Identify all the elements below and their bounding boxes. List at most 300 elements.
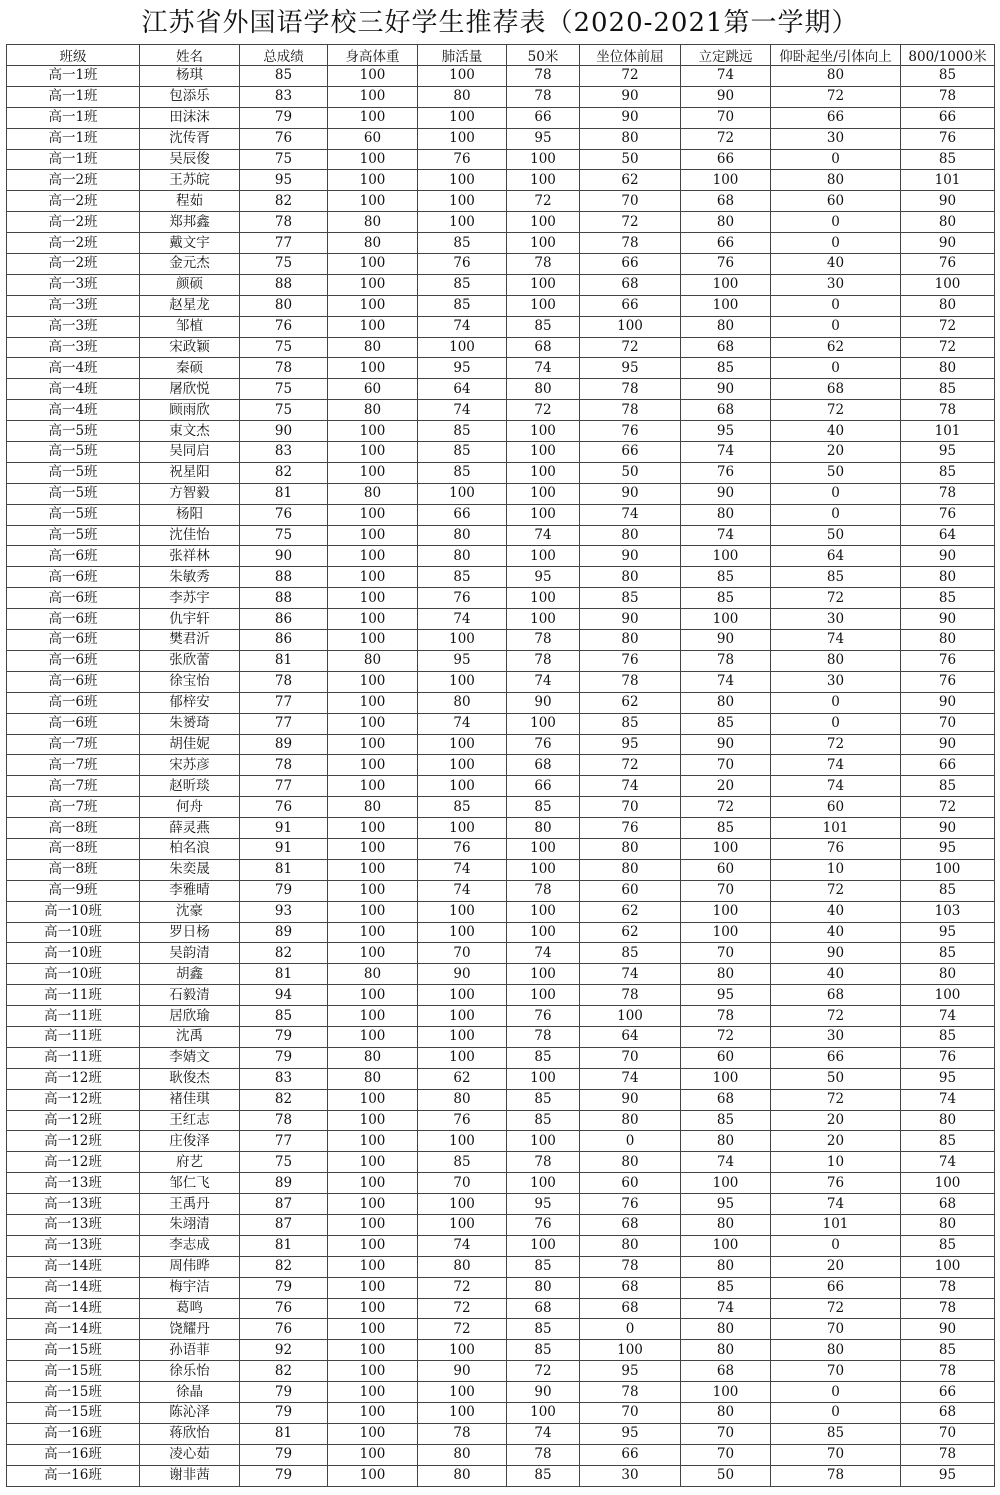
run-800-1000m-cell: 70: [901, 1423, 995, 1444]
header-name: 姓名: [140, 45, 240, 66]
total-score-cell: 79: [240, 880, 328, 901]
name-cell: 薛灵燕: [140, 818, 240, 839]
long-jump-cell: 85: [681, 358, 771, 379]
table-row: [7, 1319, 995, 1340]
long-jump-cell: 100: [681, 922, 771, 943]
sit-and-reach-cell: 78: [580, 233, 681, 254]
long-jump-cell: 100: [681, 170, 771, 191]
class-cell: 高一12班: [7, 1110, 140, 1131]
total-score-cell: 75: [240, 379, 328, 400]
long-jump-cell: 100: [681, 901, 771, 922]
class-cell: 高一3班: [7, 337, 140, 358]
total-score-cell: 82: [240, 462, 328, 483]
run-50m-cell: 85: [507, 1256, 580, 1277]
situps-pullups-cell: 72: [771, 734, 901, 755]
sit-and-reach-cell: 80: [580, 859, 681, 880]
run-800-1000m-cell: 80: [901, 295, 995, 316]
height-weight-cell: 100: [328, 567, 418, 588]
class-cell: 高一13班: [7, 1194, 140, 1215]
lung-capacity-cell: 100: [418, 755, 507, 776]
situps-pullups-cell: 90: [771, 943, 901, 964]
run-800-1000m-cell: 100: [901, 859, 995, 880]
name-cell: 李雅晴: [140, 880, 240, 901]
situps-pullups-cell: 40: [771, 421, 901, 442]
long-jump-cell: 95: [681, 1194, 771, 1215]
name-cell: 罗日杨: [140, 922, 240, 943]
situps-pullups-cell: 40: [771, 901, 901, 922]
long-jump-cell: 100: [681, 609, 771, 630]
height-weight-cell: 100: [328, 1423, 418, 1444]
run-50m-cell: 100: [507, 901, 580, 922]
run-50m-cell: 100: [507, 985, 580, 1006]
situps-pullups-cell: 10: [771, 859, 901, 880]
height-weight-cell: 100: [328, 713, 418, 734]
situps-pullups-cell: 66: [771, 1047, 901, 1068]
run-50m-cell: 80: [507, 1277, 580, 1298]
table-row: [7, 191, 995, 212]
situps-pullups-cell: 72: [771, 86, 901, 107]
class-cell: 高一9班: [7, 880, 140, 901]
situps-pullups-cell: 30: [771, 274, 901, 295]
run-50m-cell: 85: [507, 797, 580, 818]
total-score-cell: 78: [240, 755, 328, 776]
long-jump-cell: 80: [681, 504, 771, 525]
sit-and-reach-cell: 72: [580, 755, 681, 776]
class-cell: 高一13班: [7, 1235, 140, 1256]
run-50m-cell: 72: [507, 1361, 580, 1382]
height-weight-cell: 80: [328, 483, 418, 504]
situps-pullups-cell: 66: [771, 1277, 901, 1298]
table-row: [7, 128, 995, 149]
situps-pullups-cell: 68: [771, 379, 901, 400]
run-800-1000m-cell: 66: [901, 1382, 995, 1403]
long-jump-cell: 70: [681, 107, 771, 128]
lung-capacity-cell: 85: [418, 462, 507, 483]
height-weight-cell: 100: [328, 1444, 418, 1465]
lung-capacity-cell: 100: [418, 128, 507, 149]
run-50m-cell: 100: [507, 922, 580, 943]
height-weight-cell: 100: [328, 859, 418, 880]
sit-and-reach-cell: 60: [580, 880, 681, 901]
situps-pullups-cell: 101: [771, 1214, 901, 1235]
long-jump-cell: 72: [681, 128, 771, 149]
situps-pullups-cell: 0: [771, 149, 901, 170]
long-jump-cell: 100: [681, 838, 771, 859]
long-jump-cell: 95: [681, 985, 771, 1006]
height-weight-cell: 80: [328, 650, 418, 671]
total-score-cell: 89: [240, 922, 328, 943]
header-situps-pullups: 仰卧起坐/引体向上: [771, 45, 901, 66]
run-800-1000m-cell: 95: [901, 838, 995, 859]
run-50m-cell: 100: [507, 1173, 580, 1194]
long-jump-cell: 90: [681, 379, 771, 400]
name-cell: 朱敏秀: [140, 567, 240, 588]
run-50m-cell: 100: [507, 462, 580, 483]
sit-and-reach-cell: 70: [580, 797, 681, 818]
total-score-cell: 86: [240, 609, 328, 630]
sit-and-reach-cell: 80: [580, 838, 681, 859]
class-cell: 高一2班: [7, 170, 140, 191]
run-800-1000m-cell: 85: [901, 1131, 995, 1152]
run-800-1000m-cell: 78: [901, 1298, 995, 1319]
total-score-cell: 77: [240, 1131, 328, 1152]
height-weight-cell: 80: [328, 233, 418, 254]
long-jump-cell: 74: [681, 442, 771, 463]
class-cell: 高一6班: [7, 713, 140, 734]
height-weight-cell: 100: [328, 1214, 418, 1235]
total-score-cell: 80: [240, 295, 328, 316]
long-jump-cell: 80: [681, 1403, 771, 1424]
run-50m-cell: 100: [507, 421, 580, 442]
long-jump-cell: 68: [681, 1361, 771, 1382]
table-row: [7, 692, 995, 713]
long-jump-cell: 50: [681, 1465, 771, 1486]
name-cell: 戴文宇: [140, 233, 240, 254]
name-cell: 杨阳: [140, 504, 240, 525]
class-cell: 高一10班: [7, 943, 140, 964]
total-score-cell: 76: [240, 1298, 328, 1319]
sit-and-reach-cell: 78: [580, 1256, 681, 1277]
table-row: [7, 1194, 995, 1215]
long-jump-cell: 70: [681, 1423, 771, 1444]
name-cell: 陈沁泽: [140, 1403, 240, 1424]
name-cell: 居欣瑜: [140, 1006, 240, 1027]
name-cell: 胡鑫: [140, 964, 240, 985]
run-50m-cell: 74: [507, 671, 580, 692]
lung-capacity-cell: 100: [418, 107, 507, 128]
total-score-cell: 82: [240, 1256, 328, 1277]
class-cell: 高一6班: [7, 588, 140, 609]
total-score-cell: 85: [240, 66, 328, 87]
height-weight-cell: 100: [328, 588, 418, 609]
run-800-1000m-cell: 80: [901, 358, 995, 379]
sit-and-reach-cell: 76: [580, 421, 681, 442]
long-jump-cell: 80: [681, 692, 771, 713]
run-800-1000m-cell: 95: [901, 922, 995, 943]
lung-capacity-cell: 80: [418, 546, 507, 567]
situps-pullups-cell: 60: [771, 797, 901, 818]
name-cell: 徐宝怡: [140, 671, 240, 692]
height-weight-cell: 100: [328, 943, 418, 964]
height-weight-cell: 100: [328, 546, 418, 567]
table-row: [7, 1465, 995, 1486]
total-score-cell: 77: [240, 692, 328, 713]
total-score-cell: 79: [240, 1444, 328, 1465]
class-cell: 高一14班: [7, 1277, 140, 1298]
run-800-1000m-cell: 95: [901, 442, 995, 463]
header-50m: 50米: [507, 45, 580, 66]
total-score-cell: 76: [240, 128, 328, 149]
situps-pullups-cell: 68: [771, 985, 901, 1006]
table-title: 江苏省外国语学校三好学生推荐表（2020-2021第一学期）: [141, 8, 859, 38]
sit-and-reach-cell: 80: [580, 128, 681, 149]
height-weight-cell: 100: [328, 630, 418, 651]
header-class: 班级: [7, 45, 140, 66]
long-jump-cell: 72: [681, 1026, 771, 1047]
run-800-1000m-cell: 85: [901, 1340, 995, 1361]
name-cell: 金元杰: [140, 254, 240, 275]
name-cell: 祝星阳: [140, 462, 240, 483]
table-row: [7, 734, 995, 755]
situps-pullups-cell: 0: [771, 1382, 901, 1403]
total-score-cell: 87: [240, 1194, 328, 1215]
run-50m-cell: 85: [507, 1047, 580, 1068]
name-cell: 朱赟琦: [140, 713, 240, 734]
table-row: [7, 1131, 995, 1152]
sit-and-reach-cell: 95: [580, 1361, 681, 1382]
class-cell: 高一10班: [7, 922, 140, 943]
lung-capacity-cell: 74: [418, 713, 507, 734]
lung-capacity-cell: 74: [418, 316, 507, 337]
lung-capacity-cell: 100: [418, 483, 507, 504]
class-cell: 高一3班: [7, 274, 140, 295]
run-50m-cell: 78: [507, 1444, 580, 1465]
situps-pullups-cell: 72: [771, 1089, 901, 1110]
run-800-1000m-cell: 90: [901, 233, 995, 254]
run-50m-cell: 78: [507, 66, 580, 87]
name-cell: 邹植: [140, 316, 240, 337]
situps-pullups-cell: 72: [771, 400, 901, 421]
situps-pullups-cell: 20: [771, 1256, 901, 1277]
sit-and-reach-cell: 80: [580, 1110, 681, 1131]
table-row: [7, 838, 995, 859]
run-800-1000m-cell: 85: [901, 1235, 995, 1256]
long-jump-cell: 90: [681, 630, 771, 651]
table-row: [7, 609, 995, 630]
lung-capacity-cell: 80: [418, 1444, 507, 1465]
run-800-1000m-cell: 103: [901, 901, 995, 922]
lung-capacity-cell: 100: [418, 818, 507, 839]
total-score-cell: 88: [240, 567, 328, 588]
height-weight-cell: 100: [328, 838, 418, 859]
table-row: [7, 922, 995, 943]
run-800-1000m-cell: 76: [901, 1047, 995, 1068]
class-cell: 高一1班: [7, 107, 140, 128]
name-cell: 沈禹: [140, 1026, 240, 1047]
name-cell: 朱奕晟: [140, 859, 240, 880]
situps-pullups-cell: 0: [771, 233, 901, 254]
class-cell: 高一2班: [7, 254, 140, 275]
lung-capacity-cell: 100: [418, 170, 507, 191]
class-cell: 高一15班: [7, 1361, 140, 1382]
table-row: [7, 295, 995, 316]
situps-pullups-cell: 74: [771, 630, 901, 651]
height-weight-cell: 100: [328, 1256, 418, 1277]
height-weight-cell: 60: [328, 128, 418, 149]
total-score-cell: 76: [240, 504, 328, 525]
run-800-1000m-cell: 78: [901, 400, 995, 421]
total-score-cell: 78: [240, 1110, 328, 1131]
table-row: [7, 170, 995, 191]
height-weight-cell: 100: [328, 462, 418, 483]
lung-capacity-cell: 100: [418, 985, 507, 1006]
run-50m-cell: 100: [507, 1131, 580, 1152]
sit-and-reach-cell: 95: [580, 734, 681, 755]
table-row: [7, 1444, 995, 1465]
class-cell: 高一7班: [7, 734, 140, 755]
lung-capacity-cell: 100: [418, 1047, 507, 1068]
table-row: [7, 755, 995, 776]
table-row: [7, 943, 995, 964]
name-cell: 包添乐: [140, 86, 240, 107]
height-weight-cell: 80: [328, 337, 418, 358]
run-800-1000m-cell: 90: [901, 692, 995, 713]
run-800-1000m-cell: 95: [901, 1068, 995, 1089]
run-50m-cell: 100: [507, 546, 580, 567]
height-weight-cell: 100: [328, 191, 418, 212]
run-50m-cell: 100: [507, 212, 580, 233]
run-800-1000m-cell: 85: [901, 462, 995, 483]
name-cell: 柏名浪: [140, 838, 240, 859]
long-jump-cell: 90: [681, 483, 771, 504]
total-score-cell: 79: [240, 107, 328, 128]
run-800-1000m-cell: 76: [901, 650, 995, 671]
height-weight-cell: 100: [328, 421, 418, 442]
run-50m-cell: 80: [507, 379, 580, 400]
sit-and-reach-cell: 62: [580, 692, 681, 713]
run-50m-cell: 100: [507, 295, 580, 316]
run-800-1000m-cell: 78: [901, 86, 995, 107]
total-score-cell: 79: [240, 1026, 328, 1047]
sit-and-reach-cell: 78: [580, 1382, 681, 1403]
long-jump-cell: 80: [681, 1131, 771, 1152]
table-row: [7, 1423, 995, 1444]
lung-capacity-cell: 74: [418, 1235, 507, 1256]
total-score-cell: 82: [240, 943, 328, 964]
situps-pullups-cell: 76: [771, 1173, 901, 1194]
total-score-cell: 75: [240, 149, 328, 170]
long-jump-cell: 85: [681, 1277, 771, 1298]
run-800-1000m-cell: 85: [901, 588, 995, 609]
run-50m-cell: 74: [507, 525, 580, 546]
situps-pullups-cell: 40: [771, 922, 901, 943]
table-row: [7, 525, 995, 546]
total-score-cell: 88: [240, 274, 328, 295]
table-row: [7, 1026, 995, 1047]
long-jump-cell: 20: [681, 776, 771, 797]
sit-and-reach-cell: 62: [580, 901, 681, 922]
run-50m-cell: 66: [507, 776, 580, 797]
run-50m-cell: 76: [507, 1214, 580, 1235]
long-jump-cell: 74: [681, 1152, 771, 1173]
class-cell: 高一3班: [7, 295, 140, 316]
name-cell: 葛鸣: [140, 1298, 240, 1319]
name-cell: 沈传胥: [140, 128, 240, 149]
lung-capacity-cell: 72: [418, 1277, 507, 1298]
class-cell: 高一15班: [7, 1340, 140, 1361]
class-cell: 高一15班: [7, 1403, 140, 1424]
table-row: [7, 149, 995, 170]
table-row: [7, 630, 995, 651]
sit-and-reach-cell: 68: [580, 1277, 681, 1298]
table-row: [7, 985, 995, 1006]
class-cell: 高一10班: [7, 901, 140, 922]
total-score-cell: 82: [240, 1089, 328, 1110]
sit-and-reach-cell: 62: [580, 922, 681, 943]
height-weight-cell: 100: [328, 985, 418, 1006]
sit-and-reach-cell: 90: [580, 483, 681, 504]
class-cell: 高一12班: [7, 1089, 140, 1110]
run-800-1000m-cell: 66: [901, 107, 995, 128]
lung-capacity-cell: 76: [418, 1110, 507, 1131]
long-jump-cell: 80: [681, 964, 771, 985]
table-row: [7, 1403, 995, 1424]
situps-pullups-cell: 80: [771, 170, 901, 191]
sit-and-reach-cell: 90: [580, 609, 681, 630]
height-weight-cell: 100: [328, 1277, 418, 1298]
run-800-1000m-cell: 101: [901, 170, 995, 191]
lung-capacity-cell: 100: [418, 734, 507, 755]
name-cell: 王苏皖: [140, 170, 240, 191]
height-weight-cell: 100: [328, 1319, 418, 1340]
sit-and-reach-cell: 74: [580, 504, 681, 525]
class-cell: 高一11班: [7, 1047, 140, 1068]
height-weight-cell: 100: [328, 1235, 418, 1256]
table-row: [7, 358, 995, 379]
height-weight-cell: 100: [328, 1194, 418, 1215]
long-jump-cell: 90: [681, 86, 771, 107]
run-50m-cell: 100: [507, 233, 580, 254]
table-row: [7, 421, 995, 442]
lung-capacity-cell: 78: [418, 1423, 507, 1444]
sit-and-reach-cell: 80: [580, 525, 681, 546]
total-score-cell: 94: [240, 985, 328, 1006]
lung-capacity-cell: 74: [418, 400, 507, 421]
class-cell: 高一14班: [7, 1256, 140, 1277]
lung-capacity-cell: 100: [418, 1194, 507, 1215]
sit-and-reach-cell: 50: [580, 149, 681, 170]
height-weight-cell: 80: [328, 400, 418, 421]
run-800-1000m-cell: 100: [901, 1173, 995, 1194]
name-cell: 吴同启: [140, 442, 240, 463]
sit-and-reach-cell: 30: [580, 1465, 681, 1486]
sit-and-reach-cell: 95: [580, 358, 681, 379]
total-score-cell: 81: [240, 964, 328, 985]
run-800-1000m-cell: 74: [901, 1089, 995, 1110]
lung-capacity-cell: 70: [418, 943, 507, 964]
run-50m-cell: 100: [507, 859, 580, 880]
class-cell: 高一15班: [7, 1382, 140, 1403]
lung-capacity-cell: 100: [418, 191, 507, 212]
lung-capacity-cell: 100: [418, 212, 507, 233]
table-row: [7, 818, 995, 839]
class-cell: 高一8班: [7, 838, 140, 859]
run-50m-cell: 100: [507, 274, 580, 295]
long-jump-cell: 70: [681, 880, 771, 901]
total-score-cell: 83: [240, 86, 328, 107]
table-row: [7, 1340, 995, 1361]
name-cell: 李苏宇: [140, 588, 240, 609]
situps-pullups-cell: 0: [771, 295, 901, 316]
name-cell: 蒋欣怡: [140, 1423, 240, 1444]
long-jump-cell: 100: [681, 1068, 771, 1089]
run-50m-cell: 72: [507, 191, 580, 212]
lung-capacity-cell: 74: [418, 859, 507, 880]
long-jump-cell: 68: [681, 1089, 771, 1110]
height-weight-cell: 100: [328, 442, 418, 463]
class-cell: 高一2班: [7, 191, 140, 212]
lung-capacity-cell: 80: [418, 692, 507, 713]
run-800-1000m-cell: 80: [901, 567, 995, 588]
table-row: [7, 316, 995, 337]
total-score-cell: 92: [240, 1340, 328, 1361]
total-score-cell: 81: [240, 859, 328, 880]
run-50m-cell: 78: [507, 650, 580, 671]
name-cell: 庄俊泽: [140, 1131, 240, 1152]
total-score-cell: 81: [240, 483, 328, 504]
total-score-cell: 77: [240, 233, 328, 254]
header-height-weight: 身高体重: [328, 45, 418, 66]
